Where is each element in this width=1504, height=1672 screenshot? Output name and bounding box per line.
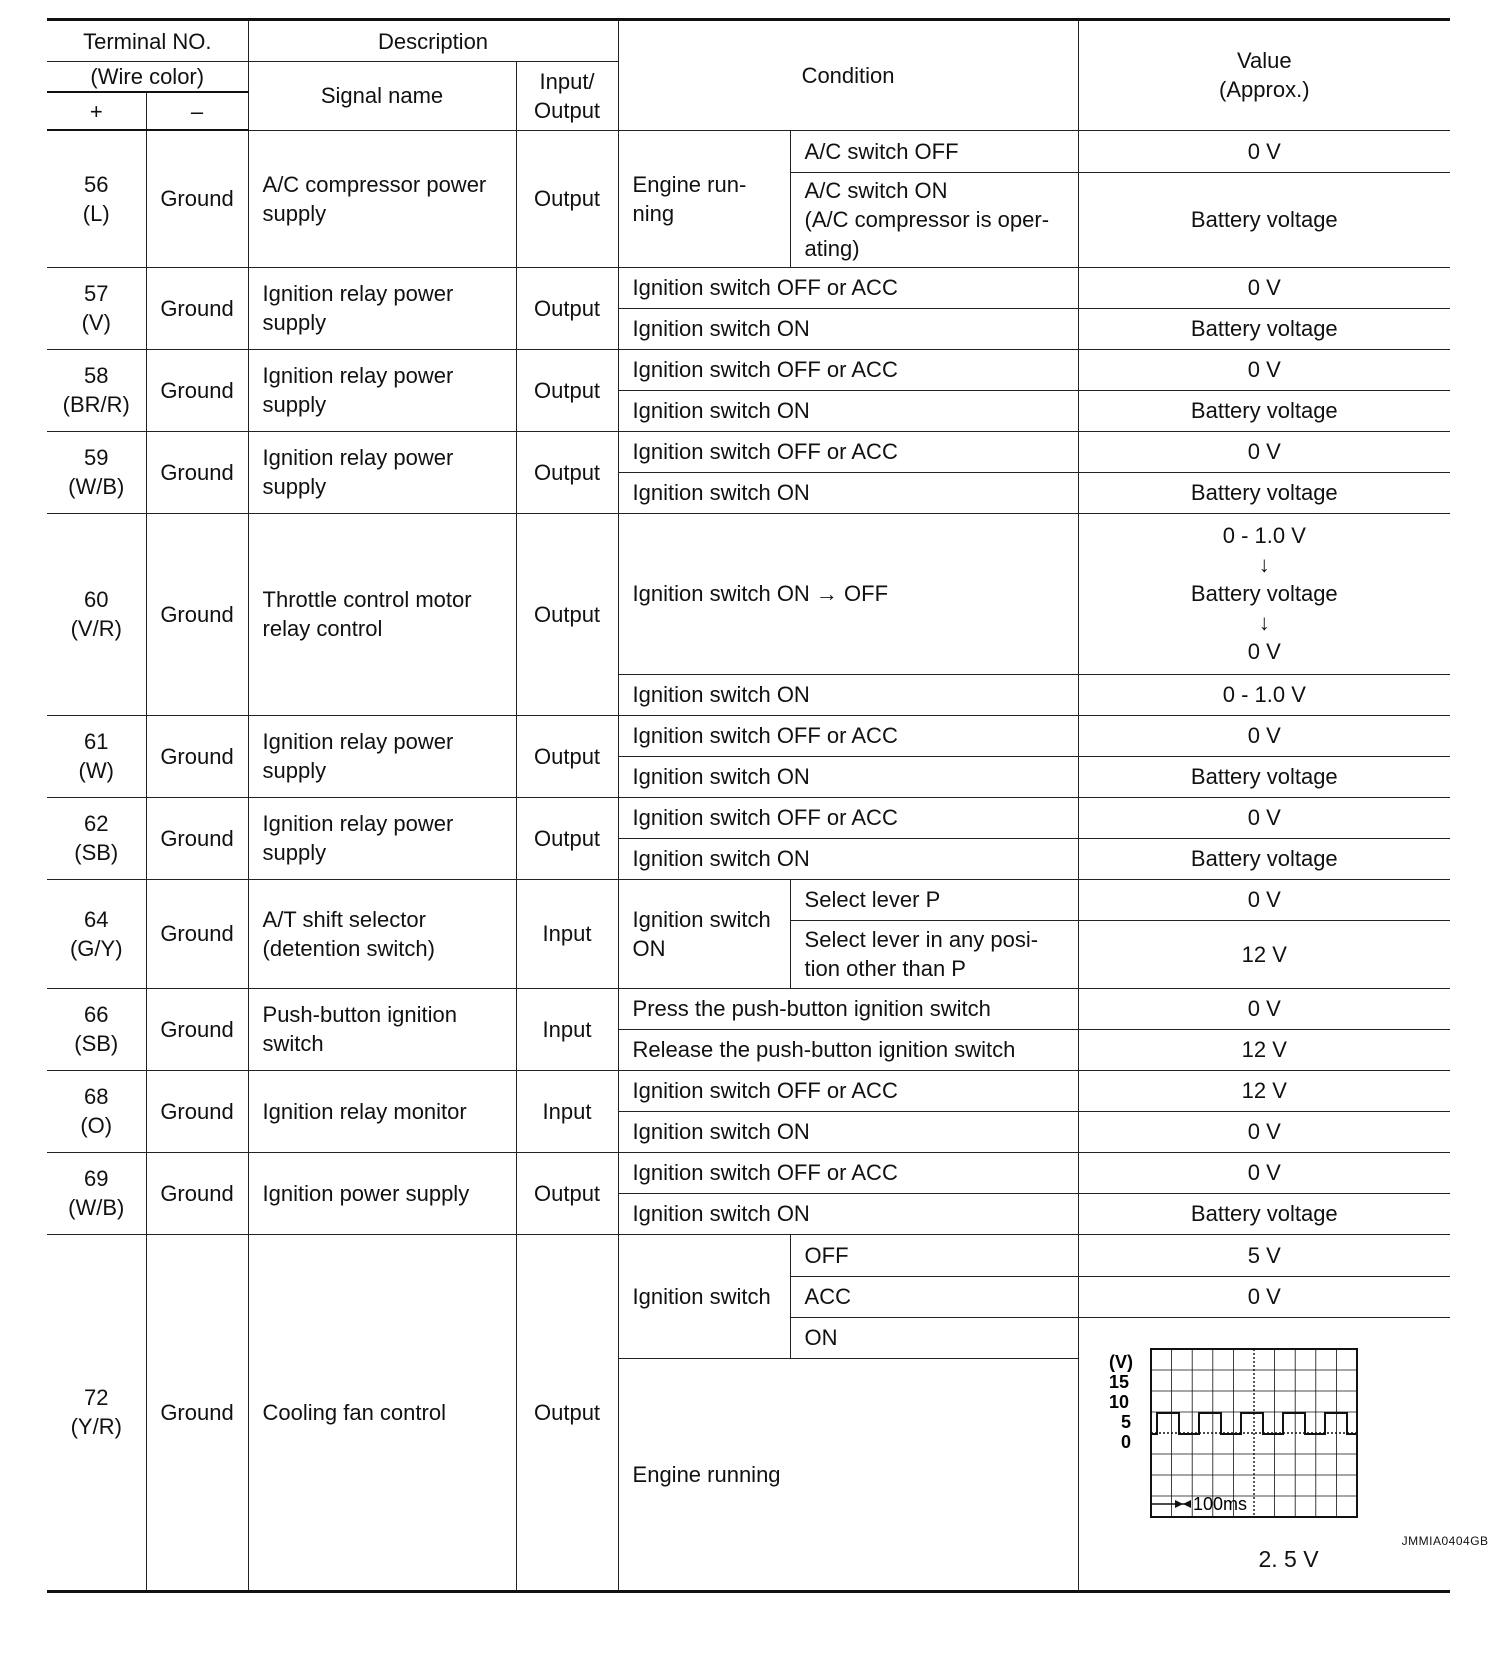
header-description: Description: [248, 20, 618, 62]
condition: Ignition switch ON: [618, 390, 1078, 431]
waveform-tick: 15: [1108, 1371, 1129, 1392]
value: 0 V: [1078, 879, 1450, 920]
figure-id: JMMIA0404GB: [1401, 1533, 1489, 1548]
signal-name: Ignition relay power supply: [248, 715, 516, 797]
condition-sub: A/C switch OFF: [790, 130, 1078, 172]
terminal-number: 64 (G/Y): [47, 879, 146, 988]
value: 0 V: [1078, 715, 1450, 756]
terminal-number: 60 (V/R): [47, 513, 146, 715]
signal-name: A/T shift selector (detention switch): [248, 879, 516, 988]
header-value: Value (Approx.): [1078, 20, 1450, 131]
signal-name: Ignition relay power supply: [248, 349, 516, 431]
condition-sub: ACC: [790, 1276, 1078, 1317]
arrow-down-icon: ↓: [1258, 552, 1270, 577]
signal-io: Output: [516, 431, 618, 513]
value: Battery voltage: [1078, 1193, 1450, 1234]
condition: Ignition switch OFF or ACC: [618, 1152, 1078, 1193]
value: 5 V: [1078, 1234, 1450, 1276]
value: Battery voltage: [1078, 308, 1450, 349]
value: 0 V: [1078, 988, 1450, 1029]
signal-name: Ignition relay power supply: [248, 797, 516, 879]
condition-sub: Select lever in any posi- tion other than P: [790, 920, 1078, 988]
waveform-tick: 10: [1108, 1391, 1129, 1412]
condition: Ignition switch ON: [618, 472, 1078, 513]
arrow-left-icon: [1183, 1500, 1191, 1508]
signal-name: Cooling fan control: [248, 1234, 516, 1591]
value: 0 V: [1078, 349, 1450, 390]
terminal-number: 59 (W/B): [47, 431, 146, 513]
signal-io: Output: [516, 1152, 618, 1234]
condition: Ignition switch ON → OFF: [618, 513, 1078, 674]
terminal-number: 57 (V): [47, 267, 146, 349]
signal-name: A/C compressor power supply: [248, 130, 516, 267]
condition: Ignition switch ON: [618, 308, 1078, 349]
value: 0 V: [1078, 130, 1450, 172]
signal-io: Output: [516, 513, 618, 715]
terminal-ground: Ground: [146, 1234, 248, 1591]
condition: Ignition switch OFF or ACC: [618, 431, 1078, 472]
value: Battery voltage: [1078, 756, 1450, 797]
signal-name: Throttle control motor relay control: [248, 513, 516, 715]
terminal-table: [47, 18, 1489, 1593]
terminal-ground: Ground: [146, 513, 248, 715]
signal-io: Output: [516, 715, 618, 797]
condition-sub: A/C switch ON (A/C compressor is oper- ating): [790, 172, 1078, 267]
terminal-number: 68 (O): [47, 1070, 146, 1152]
terminal-number: 72 (Y/R): [47, 1234, 146, 1591]
waveform-tick: 0: [1120, 1431, 1131, 1452]
waveform-value: [1078, 1317, 1489, 1591]
value: 0 V: [1078, 1276, 1450, 1317]
header-io: Input/ Output: [516, 62, 618, 131]
condition: Ignition switch ON: [618, 674, 1078, 715]
value: 2. 5 V: [1258, 1545, 1319, 1572]
terminal-ground: Ground: [146, 1070, 248, 1152]
condition-sub: ON: [790, 1317, 1078, 1358]
waveform-panel: [1079, 1339, 1499, 1572]
condition-sub: OFF: [790, 1234, 1078, 1276]
value: 0 V: [1078, 797, 1450, 838]
waveform-time-label: 100ms: [1192, 1493, 1247, 1514]
value: 0 V: [1078, 1152, 1450, 1193]
terminal-number: 61 (W): [47, 715, 146, 797]
condition: Release the push-button ignition switch: [618, 1029, 1078, 1070]
waveform-unit: (V): [1108, 1351, 1133, 1372]
signal-name: Ignition relay power supply: [248, 267, 516, 349]
condition: Ignition switch OFF or ACC: [618, 267, 1078, 308]
terminal-number: 56 (L): [47, 130, 146, 267]
header-signal-name: Signal name: [248, 62, 516, 131]
condition: Ignition switch ON: [618, 1193, 1078, 1234]
signal-name: Push-button ignition switch: [248, 988, 516, 1070]
condition: Press the push-button ignition switch: [618, 988, 1078, 1029]
value: 12 V: [1078, 920, 1450, 988]
condition: Ignition switch ON: [618, 838, 1078, 879]
terminal-ground: Ground: [146, 130, 248, 267]
arrow-right-icon: [1175, 1500, 1183, 1508]
value: 0 V: [1078, 1111, 1450, 1152]
condition: Engine running: [618, 1358, 1078, 1591]
terminal-ground: Ground: [146, 797, 248, 879]
signal-name: Ignition power supply: [248, 1152, 516, 1234]
waveform-tick: 5: [1120, 1411, 1131, 1432]
signal-io: Output: [516, 130, 618, 267]
condition-main: Ignition switch ON: [618, 879, 790, 988]
signal-name: Ignition relay monitor: [248, 1070, 516, 1152]
header-plus: +: [47, 92, 146, 130]
value: 12 V: [1078, 1029, 1450, 1070]
value: Battery voltage: [1078, 172, 1450, 267]
condition: Ignition switch ON: [618, 1111, 1078, 1152]
value: Battery voltage: [1078, 472, 1450, 513]
terminal-ground: Ground: [146, 715, 248, 797]
signal-io: Input: [516, 988, 618, 1070]
terminal-number: 62 (SB): [47, 797, 146, 879]
terminal-ground: Ground: [146, 988, 248, 1070]
value: 0 V: [1078, 431, 1450, 472]
condition-main: Engine run- ning: [618, 130, 790, 267]
value: 0 - 1.0 V ↓ Battery voltage ↓ 0 V: [1078, 513, 1450, 674]
terminal-number: 69 (W/B): [47, 1152, 146, 1234]
signal-io: Output: [516, 1234, 618, 1591]
value: 0 V: [1078, 267, 1450, 308]
signal-io: Input: [516, 1070, 618, 1152]
signal-name: Ignition relay power supply: [248, 431, 516, 513]
terminal-ground: Ground: [146, 267, 248, 349]
value: Battery voltage: [1078, 838, 1450, 879]
condition-main: Ignition switch: [618, 1234, 790, 1358]
header-wire-color: (Wire color): [47, 62, 248, 93]
signal-io: Output: [516, 797, 618, 879]
header-minus: –: [146, 92, 248, 130]
condition: Ignition switch OFF or ACC: [618, 715, 1078, 756]
condition-sub: Select lever P: [790, 879, 1078, 920]
terminal-number: 58 (BR/R): [47, 349, 146, 431]
oscilloscope-waveform: [1079, 1339, 1499, 1539]
header-terminal: Terminal NO.: [47, 20, 248, 62]
terminal-ground: Ground: [146, 1152, 248, 1234]
condition: Ignition switch ON: [618, 756, 1078, 797]
terminal-ground: Ground: [146, 431, 248, 513]
signal-io: Input: [516, 879, 618, 988]
time-scale-marker: [1151, 1498, 1191, 1510]
header-condition: Condition: [618, 20, 1078, 131]
value: 0 - 1.0 V: [1078, 674, 1450, 715]
condition: Ignition switch OFF or ACC: [618, 797, 1078, 838]
condition: Ignition switch OFF or ACC: [618, 1070, 1078, 1111]
terminal-ground: Ground: [146, 879, 248, 988]
terminal-number: 66 (SB): [47, 988, 146, 1070]
terminal-ground: Ground: [146, 349, 248, 431]
condition: Ignition switch OFF or ACC: [618, 349, 1078, 390]
value: Battery voltage: [1078, 390, 1450, 431]
signal-io: Output: [516, 349, 618, 431]
arrow-down-icon: ↓: [1258, 610, 1270, 635]
value: 12 V: [1078, 1070, 1450, 1111]
signal-io: Output: [516, 267, 618, 349]
